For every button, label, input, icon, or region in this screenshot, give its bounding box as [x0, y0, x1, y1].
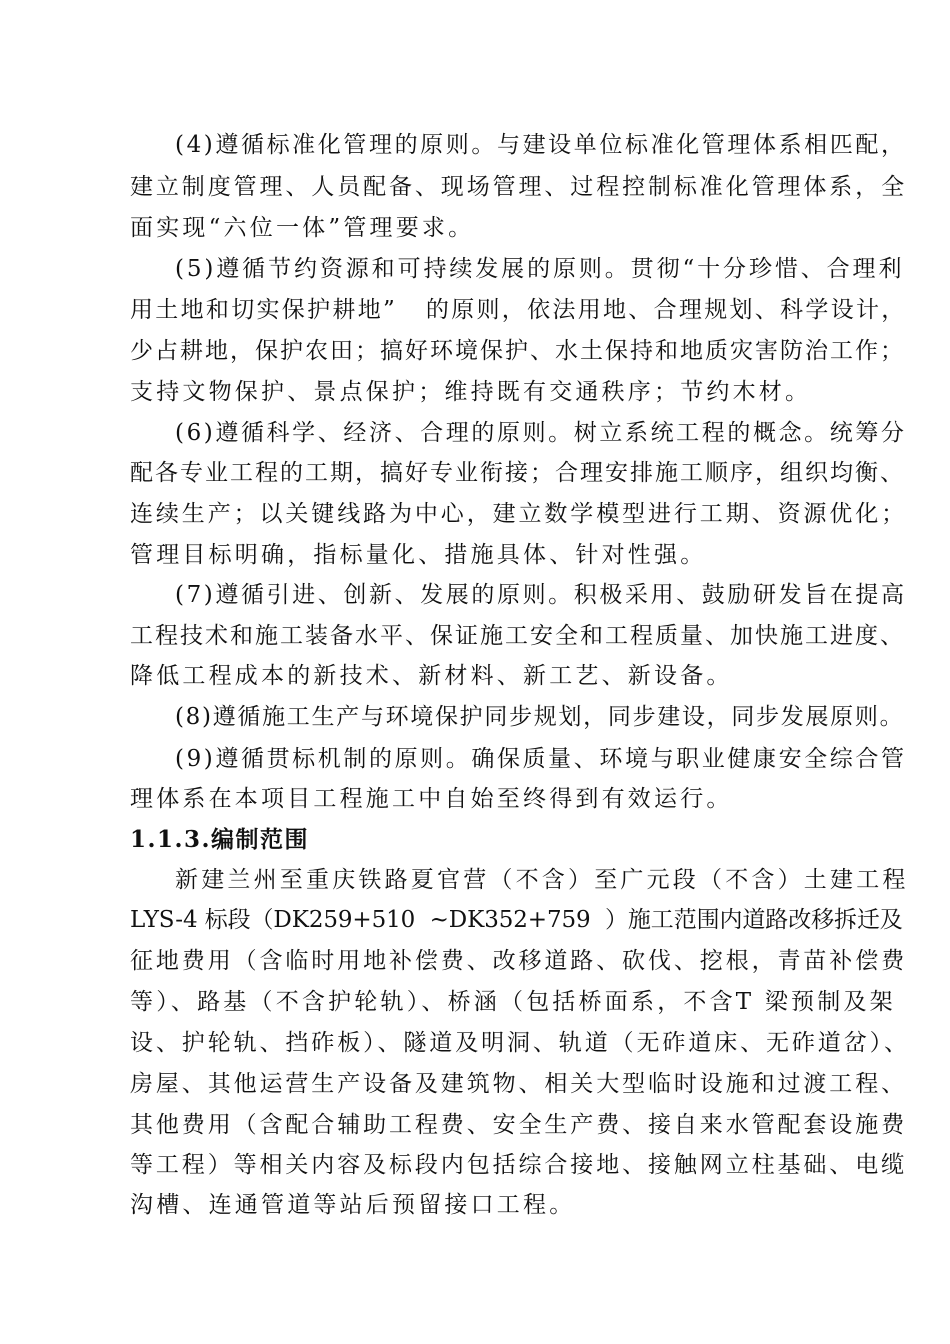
scope-line-1: 新建兰州至重庆铁路夏官营（不含）至广元段（不含）土建工程 [175, 867, 909, 893]
principle-7-line-3: 降低工程成本的新技术、新材料、新工艺、新设备。 [130, 663, 733, 689]
principle-6-line-3: 连续生产；以关键线路为中心，建立数学模型进行工期、资源优化； [130, 501, 907, 527]
scope-line-2: LYS-4 标段（DK259+510 ~DK352+759 ）施工范围内道路改移拆迁及 [130, 907, 903, 933]
section-heading: 1.1.3.编制范围 [130, 826, 310, 853]
principle-5-line-4: 支持文物保护、景点保护；维持既有交通秩序；节约木材。 [130, 379, 812, 405]
principle-6-line-4: 管理目标明确，指标量化、措施具体、针对性强。 [130, 542, 707, 568]
scope-line-5: 设、护轮轨、挡砟板）、隧道及明洞、轨道（无砟道床、无砟道岔）、 [130, 1030, 910, 1056]
principle-5-line-3: 少占耕地，保护农田；搞好环境保护、水土保持和地质灾害防治工作； [130, 338, 905, 364]
principle-5-line-2: 用土地和切实保护耕地” 的原则，依法用地、合理规划、科学设计， [130, 297, 907, 323]
principle-6-line-1: (6)遵循科学、经济、合理的原则。树立系统工程的概念。统筹分 [175, 420, 907, 446]
principle-7-line-2: 工程技术和施工装备水平、保证施工安全和工程质量、加快施工进度、 [130, 623, 905, 649]
scope-line-7: 其他费用（含配合辅助工程费、安全生产费、接自来水管配套设施费 [130, 1112, 907, 1138]
scope-line-3: 征地费用（含临时用地补偿费、改移道路、砍伐、挖根，青苗补偿费 [130, 948, 907, 974]
scope-line-8: 等工程）等相关内容及标段内包括综合接地、接触网立柱基础、电缆 [130, 1152, 907, 1178]
principle-4-line-3: 面实现“六位一体”管理要求。 [130, 215, 475, 241]
principle-4-line-1: (4)遵循标准化管理的原则。与建设单位标准化管理体系相匹配， [175, 132, 907, 158]
principle-5-line-1: (5)遵循节约资源和可持续发展的原则。贯彻“十分珍惜、合理利 [175, 256, 905, 282]
principle-9-line-1: (9)遵循贯标机制的原则。确保质量、环境与职业健康安全综合管 [175, 746, 907, 772]
principle-6-line-2: 配各专业工程的工期，搞好专业衔接；合理安排施工顺序，组织均衡、 [130, 460, 905, 486]
principle-4-line-2: 建立制度管理、人员配备、现场管理、过程控制标准化管理体系，全 [130, 174, 907, 200]
scope-line-9: 沟槽、连通管道等站后预留接口工程。 [130, 1192, 576, 1218]
principle-8-line-1: (8)遵循施工生产与环境保护同步规划，同步建设，同步发展原则。 [175, 704, 905, 730]
principle-7-line-1: (7)遵循引进、创新、发展的原则。积极采用、鼓励研发旨在提高 [175, 582, 907, 608]
scope-line-4: 等）、路基（不含护轮轨）、桥涵（包括桥面系，不含T 梁预制及架 [130, 989, 896, 1015]
scope-line-6: 房屋、其他运营生产设备及建筑物、相关大型临时设施和过渡工程、 [130, 1071, 907, 1097]
principle-9-line-2: 理体系在本项目工程施工中自始至终得到有效运行。 [130, 786, 733, 812]
